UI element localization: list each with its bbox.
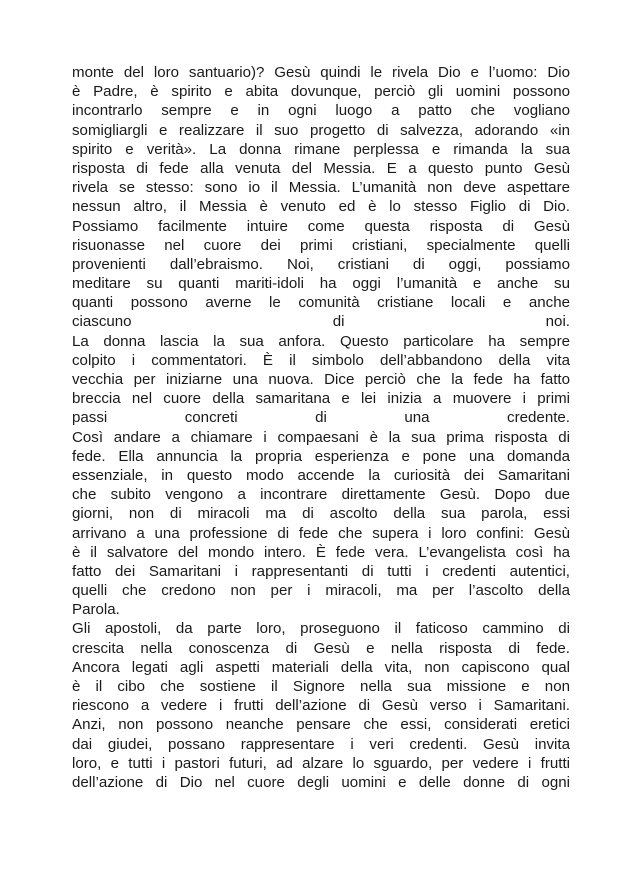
text-line: fatto dei Samaritani i rappresentanti di tutti i credenti autentici,: [72, 562, 570, 580]
text-line: Parola.: [72, 601, 120, 619]
text-line: è il cibo che sostiene il Signore nella sua missione e non: [72, 678, 570, 695]
text-line: passi concreti di una credente.: [72, 409, 570, 427]
text-line: loro, e tutti i pastori futuri, ad alzare lo sguardo, per vedere i frutti: [72, 754, 570, 772]
text-line: colpito i commentatori. È il simbolo dell’abbandono della vita: [72, 351, 570, 369]
text-line: riescono a vedere i frutti dell’azione di Gesù verso i Samaritani.: [72, 697, 570, 715]
text-line: incontrarlo sempre e in ogni luogo a patto che vogliano: [72, 102, 570, 120]
text-line: rivela se stesso: sono io il Messia. L’umanità non deve aspettare: [72, 179, 570, 197]
text-line: che subito vengono a incontrare direttamente Gesù. Dopo due: [72, 486, 570, 504]
text-line: provenienti dall’ebraismo. Noi, cristiani di oggi, possiamo: [72, 255, 570, 273]
text-line: arrivano a una professione di fede che supera i loro confini: Gesù: [72, 524, 570, 542]
text-line: fede. Ella annuncia la propria esperienza e pone una domanda: [72, 447, 570, 465]
text-line: quelli che credono non per i miracoli, ma per l’ascolto della: [72, 582, 570, 600]
text-line: spirito e verità». La donna rimane perplessa e rimanda la sua: [72, 140, 570, 158]
text-line: Possiamo facilmente intuire come questa risposta di Gesù: [72, 217, 570, 235]
text-line: essenziale, in questo modo accende la curiosità dei Samaritani: [72, 466, 570, 484]
text-line: Così andare a chiamare i compaesani è la sua prima risposta di: [72, 428, 570, 446]
text-line: quanti possono averne le comunità cristiane locali e anche: [72, 294, 570, 312]
text-line: Ancora legati agli aspetti materiali della vita, non capiscono qual: [72, 658, 570, 676]
text-line: ciascuno di noi.: [72, 313, 570, 331]
text-line: vecchia per iniziarne una nuova. Dice perciò che la fede ha fatto: [72, 371, 570, 388]
body-text: [72, 63, 570, 792]
text-line: somigliargli e realizzare il suo progetto di salvezza, adorando «in: [72, 121, 570, 139]
text-line: è il salvatore del mondo intero. È fede vera. L’evangelista così ha: [72, 543, 570, 561]
text-line: risposta di fede alla venuta del Messia. E a questo punto Gesù: [72, 159, 570, 177]
text-line: Anzi, non possono neanche pensare che essi, considerati eretici: [72, 716, 570, 734]
text-line: dai giudei, possano rappresentare i veri credenti. Gesù invita: [72, 735, 570, 753]
text-line: risuonasse nel cuore dei primi cristiani, specialmente quelli: [72, 236, 570, 254]
text-line: breccia nel cuore della samaritana e lei inizia a muovere i primi: [72, 390, 570, 408]
text-line: La donna lascia la sua anfora. Questo particolare ha sempre: [72, 332, 570, 350]
text-line: Gli apostoli, da parte loro, proseguono il faticoso cammino di: [72, 620, 570, 638]
text-line: meditare su quanti mariti-idoli ha oggi l’umanità e anche su: [72, 275, 570, 293]
text-line: monte del loro santuario)? Gesù quindi le rivela Dio e l’uomo: Dio: [72, 64, 570, 81]
text-line: crescita nella conoscenza di Gesù e nella risposta di fede.: [72, 639, 570, 657]
text-line: dell’azione di Dio nel cuore degli uomini e delle donne di ogni: [72, 773, 570, 791]
text-line: è Padre, è spirito e abita dovunque, perciò gli uomini possono: [72, 83, 570, 101]
text-line: nessun altro, il Messia è venuto ed è lo stesso Figlio di Dio.: [72, 198, 570, 216]
text-line: giorni, non di miracoli ma di ascolto della sua parola, essi: [72, 505, 570, 523]
